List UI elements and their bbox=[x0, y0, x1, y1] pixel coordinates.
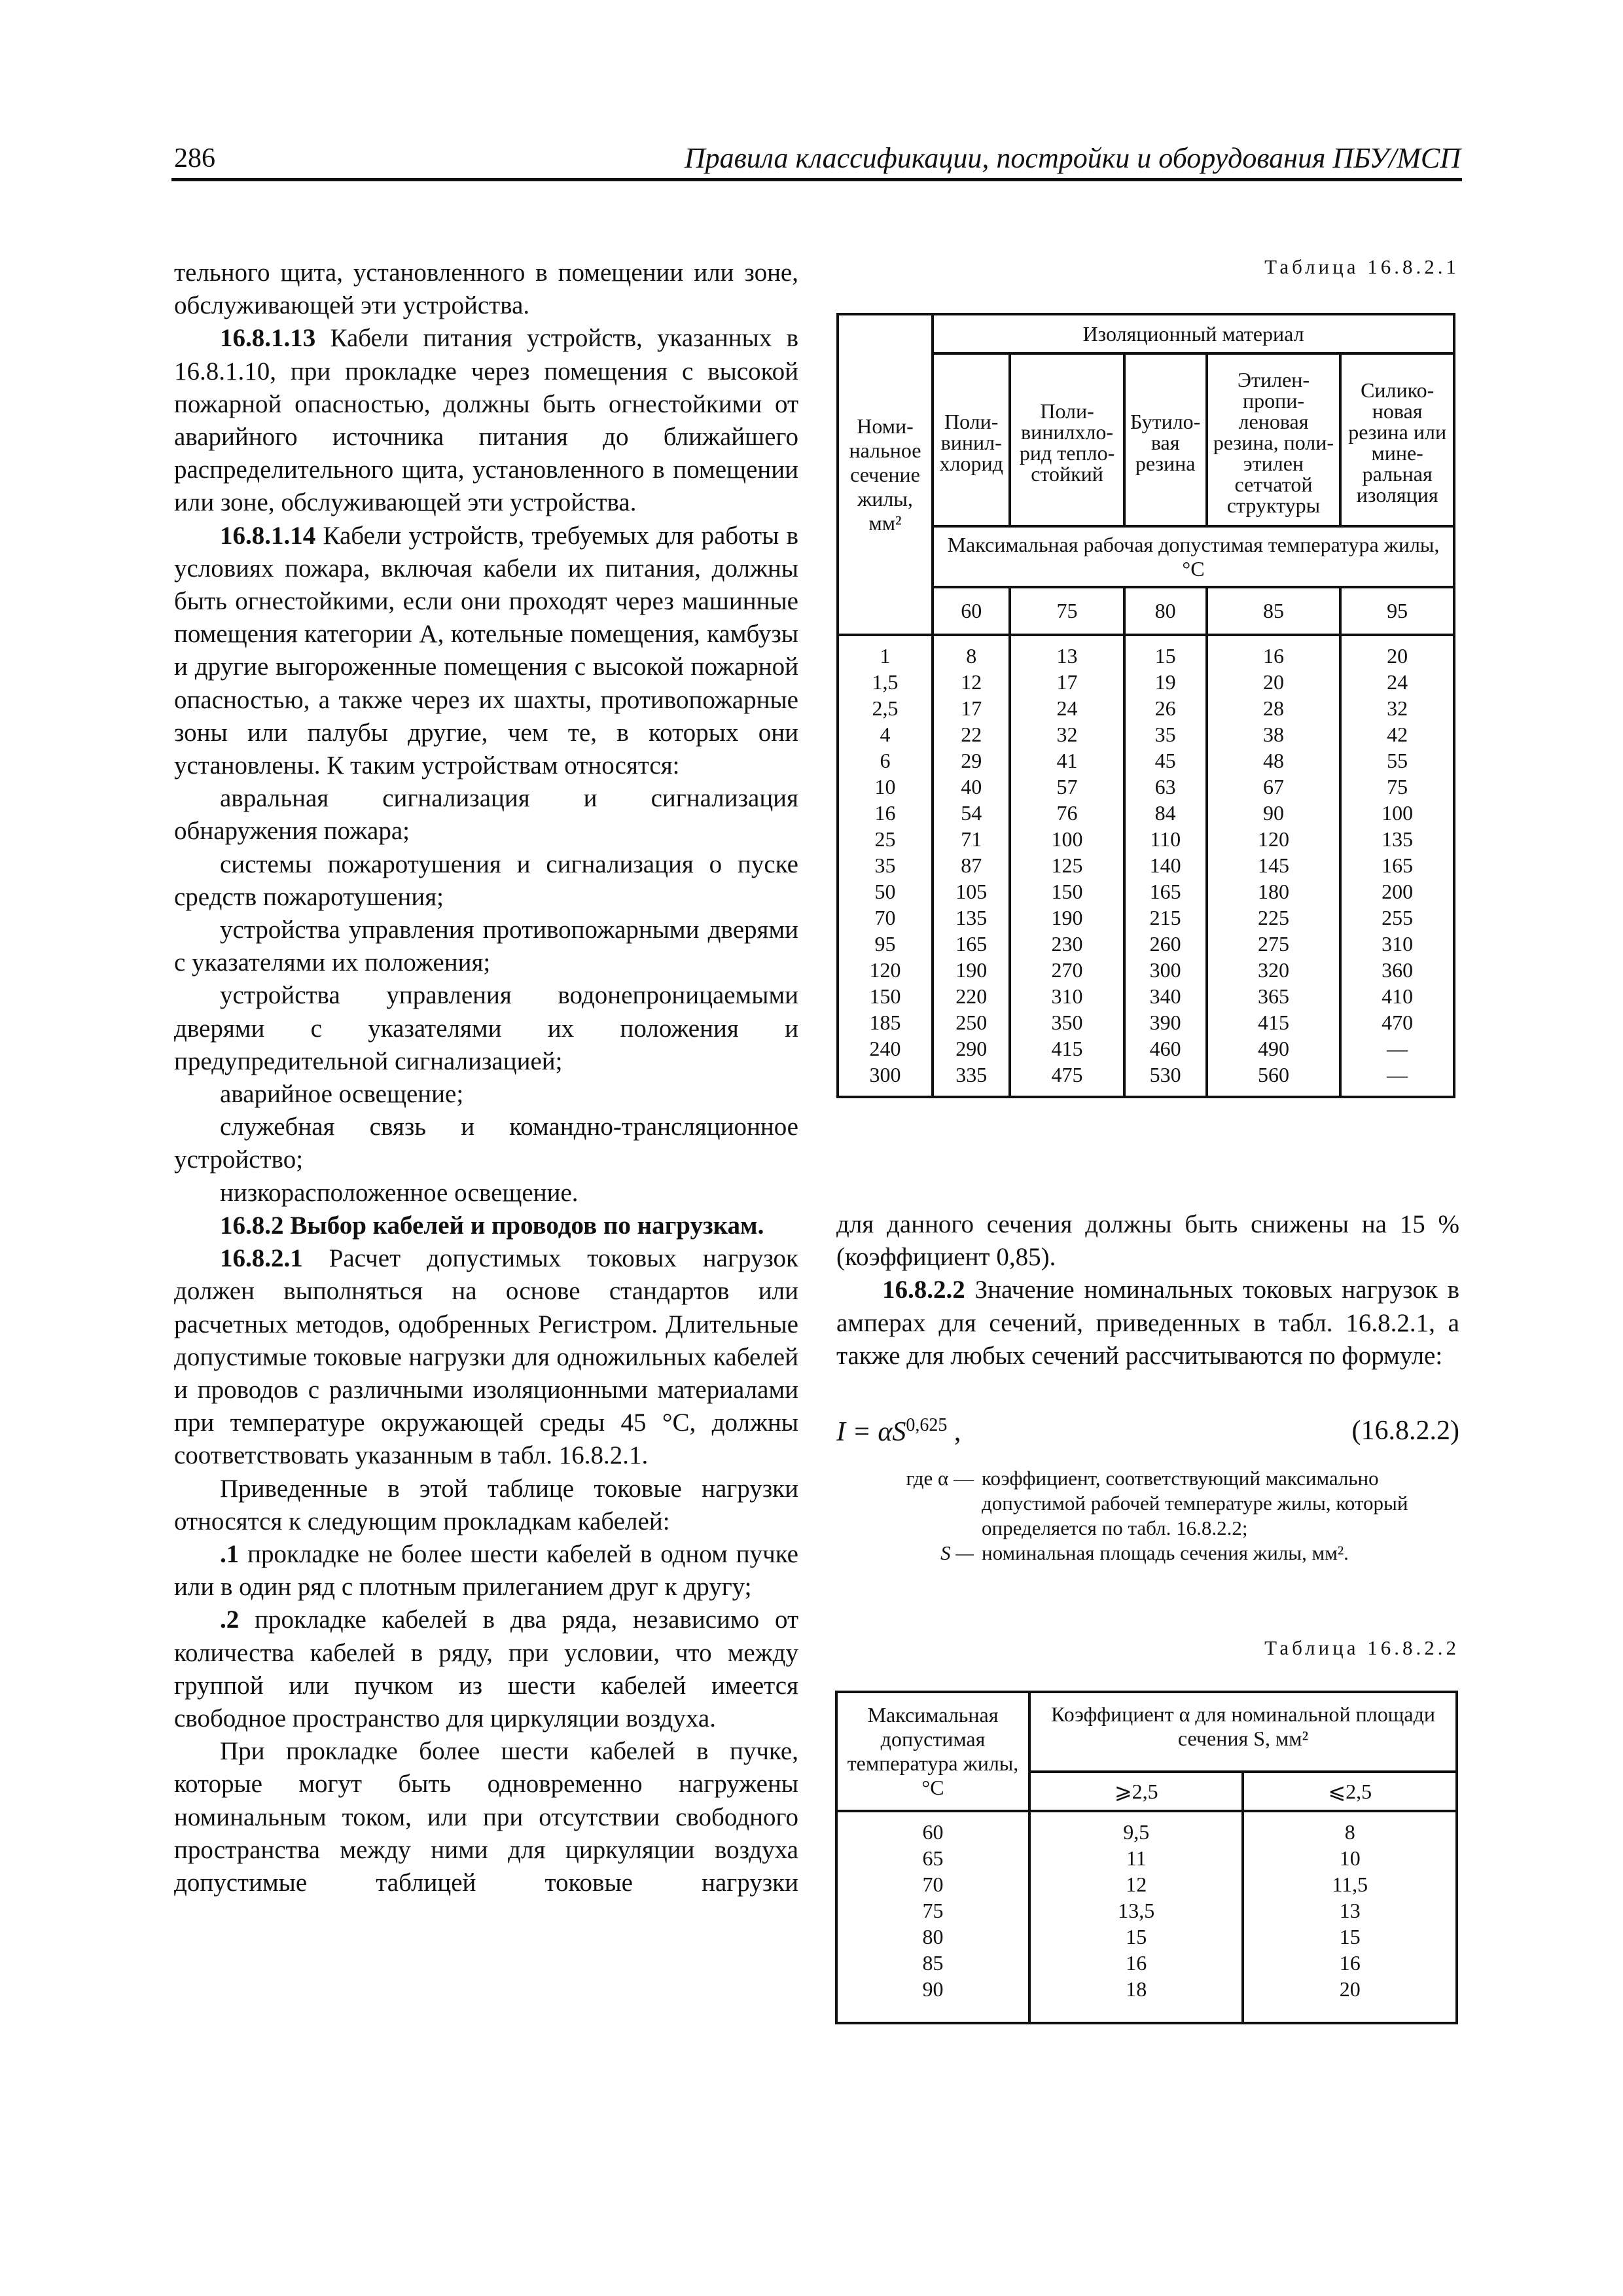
temp-value-header: 75 bbox=[1010, 587, 1124, 635]
current-cell: 17 bbox=[1010, 669, 1124, 695]
current-cell: 165 bbox=[933, 931, 1010, 957]
current-cell: 225 bbox=[1207, 905, 1341, 931]
current-cell: 310 bbox=[1340, 931, 1454, 957]
paragraph-text: устройства управления водонепроницаемыми дверями с указателями их положения и предупредительной сигнализацией; bbox=[174, 981, 798, 1075]
current-cell: 340 bbox=[1124, 983, 1207, 1009]
current-cell: 270 bbox=[1010, 957, 1124, 983]
current-cell: 20 bbox=[1340, 635, 1454, 669]
formula-tail: , bbox=[947, 1417, 961, 1447]
paragraph-text: низкорасположенное освещение. bbox=[220, 1178, 579, 1207]
paragraph bbox=[174, 1735, 798, 1899]
paragraph-text: авральная сигнализация и сигнализация обнаружения пожара; bbox=[174, 784, 798, 846]
table-row bbox=[838, 669, 1454, 695]
current-cell: 63 bbox=[1124, 774, 1207, 800]
coef-cell: 13,5 bbox=[1029, 1897, 1243, 1924]
current-cell: 365 bbox=[1207, 983, 1341, 1009]
current-cell: — bbox=[1340, 1035, 1454, 1062]
clause-number: 16.8.2 Выбор кабелей и проводов по нагрузкам. bbox=[220, 1211, 764, 1240]
paragraph bbox=[174, 979, 798, 1078]
section-cell: 185 bbox=[838, 1009, 933, 1035]
current-cell: 180 bbox=[1207, 878, 1341, 905]
current-cell: 28 bbox=[1207, 695, 1341, 721]
col-header-section: Номи-нальное сечение жилы, мм² bbox=[838, 314, 933, 635]
current-cell: 250 bbox=[933, 1009, 1010, 1035]
temp-value-header: 85 bbox=[1207, 587, 1341, 635]
current-cell: 35 bbox=[1124, 721, 1207, 747]
section-cell: 25 bbox=[838, 826, 933, 852]
legend-row bbox=[890, 1466, 1453, 1541]
table-row bbox=[838, 800, 1454, 826]
col-header-temp: Максимальная допустимая температура жилы, °С bbox=[836, 1692, 1029, 1811]
material-header: Поли-винилхло-рид тепло-стойкий bbox=[1010, 353, 1124, 526]
table-row bbox=[838, 1062, 1454, 1097]
paragraph-text: системы пожаротушения и сигнализация о пуске средств пожаротушения; bbox=[174, 850, 798, 911]
paragraph bbox=[174, 322, 798, 519]
header-rule bbox=[171, 178, 1462, 181]
paragraph bbox=[174, 1473, 798, 1538]
current-cell: 120 bbox=[1207, 826, 1341, 852]
table-row bbox=[836, 1976, 1457, 2023]
paragraph bbox=[174, 914, 798, 979]
current-cell: 110 bbox=[1124, 826, 1207, 852]
current-cell: 320 bbox=[1207, 957, 1341, 983]
current-cell: 76 bbox=[1010, 800, 1124, 826]
current-cell: 415 bbox=[1010, 1035, 1124, 1062]
section-range-header: ⩾2,5 bbox=[1029, 1772, 1243, 1811]
current-cell: 190 bbox=[933, 957, 1010, 983]
coef-cell: 18 bbox=[1029, 1976, 1243, 2023]
table-row bbox=[836, 1845, 1457, 1871]
temp-cell: 60 bbox=[836, 1811, 1029, 1845]
table-row bbox=[838, 826, 1454, 852]
legend-key: где α — bbox=[906, 1467, 974, 1490]
current-cell: 300 bbox=[1124, 957, 1207, 983]
current-cell: 475 bbox=[1010, 1062, 1124, 1097]
coef-cell: 12 bbox=[1029, 1871, 1243, 1897]
current-cell: 100 bbox=[1010, 826, 1124, 852]
paragraph-text: аварийное освещение; bbox=[220, 1080, 464, 1109]
group-header-insulation: Изоляционный материал bbox=[933, 314, 1454, 353]
temp-cell: 65 bbox=[836, 1845, 1029, 1871]
paragraph-text: тельного щита, установленного в помещении или зоне, обслуживающей эти устройства. bbox=[174, 259, 798, 320]
section-cell: 1 bbox=[838, 635, 933, 669]
coef-cell: 13 bbox=[1243, 1897, 1457, 1924]
section-cell: 6 bbox=[838, 747, 933, 774]
formula-exponent: 0,625 bbox=[906, 1415, 948, 1435]
section-cell: 2,5 bbox=[838, 695, 933, 721]
table2-caption: Таблица 16.8.2.2 bbox=[1264, 1636, 1459, 1659]
current-cell: 140 bbox=[1124, 852, 1207, 878]
current-cell: 24 bbox=[1340, 669, 1454, 695]
current-cell: 260 bbox=[1124, 931, 1207, 957]
current-cell: 255 bbox=[1340, 905, 1454, 931]
table-row bbox=[838, 774, 1454, 800]
current-cell: 165 bbox=[1124, 878, 1207, 905]
table-row bbox=[838, 747, 1454, 774]
section-cell: 4 bbox=[838, 721, 933, 747]
coef-cell: 9,5 bbox=[1029, 1811, 1243, 1845]
legend-row bbox=[890, 1541, 1453, 1566]
current-cell: 32 bbox=[1010, 721, 1124, 747]
current-cell: 16 bbox=[1207, 635, 1341, 669]
paragraph-text: Приведенные в этой таблице токовые нагрузки относятся к следующим прокладкам кабелей: bbox=[174, 1474, 798, 1535]
current-cell: 215 bbox=[1124, 905, 1207, 931]
current-cell: 490 bbox=[1207, 1035, 1341, 1062]
current-cell: 190 bbox=[1010, 905, 1124, 931]
current-cell: 26 bbox=[1124, 695, 1207, 721]
current-cell: 13 bbox=[1010, 635, 1124, 669]
current-cell: 45 bbox=[1124, 747, 1207, 774]
clause-number: 16.8.1.14 bbox=[220, 521, 316, 550]
current-cell: — bbox=[1340, 1062, 1454, 1097]
coef-cell: 8 bbox=[1243, 1811, 1457, 1845]
current-cell: 29 bbox=[933, 747, 1010, 774]
section-cell: 70 bbox=[838, 905, 933, 931]
current-cell: 20 bbox=[1207, 669, 1341, 695]
legend-value: коэффициент, соответствующий максимально допустимой рабочей температуре жилы, который определяется по табл. 16.8.2.2; bbox=[982, 1467, 1408, 1539]
current-cell: 75 bbox=[1340, 774, 1454, 800]
coef-cell: 15 bbox=[1029, 1924, 1243, 1950]
material-header: Бутило-вая резина bbox=[1124, 353, 1207, 526]
current-cell: 8 bbox=[933, 635, 1010, 669]
paragraph bbox=[836, 1274, 1459, 1372]
clause-number: 16.8.2.2 bbox=[882, 1276, 965, 1304]
current-cell: 150 bbox=[1010, 878, 1124, 905]
current-cell: 100 bbox=[1340, 800, 1454, 826]
clause-number: 16.8.2.1 bbox=[220, 1244, 303, 1273]
current-cell: 54 bbox=[933, 800, 1010, 826]
current-cell: 55 bbox=[1340, 747, 1454, 774]
coef-cell: 15 bbox=[1243, 1924, 1457, 1950]
temp-cell: 85 bbox=[836, 1950, 1029, 1976]
temp-header: Максимальная рабочая допустимая температура жилы, °С bbox=[933, 526, 1454, 587]
table-row bbox=[838, 695, 1454, 721]
table-row bbox=[836, 1897, 1457, 1924]
paragraph bbox=[174, 1210, 798, 1242]
right-column-text bbox=[836, 1208, 1459, 1372]
table-row bbox=[838, 878, 1454, 905]
current-cell: 87 bbox=[933, 852, 1010, 878]
current-cell: 165 bbox=[1340, 852, 1454, 878]
table-row bbox=[838, 905, 1454, 931]
current-cell: 105 bbox=[933, 878, 1010, 905]
formula-number: (16.8.2.2) bbox=[1351, 1416, 1459, 1446]
table-row bbox=[838, 635, 1454, 669]
paragraph bbox=[174, 257, 798, 322]
section-cell: 16 bbox=[838, 800, 933, 826]
clause-number: 16.8.1.13 bbox=[220, 324, 316, 353]
current-cell: 135 bbox=[1340, 826, 1454, 852]
current-cell: 335 bbox=[933, 1062, 1010, 1097]
current-cell: 360 bbox=[1340, 957, 1454, 983]
paragraph bbox=[174, 1078, 798, 1111]
paragraph bbox=[174, 782, 798, 848]
legend-key: S — bbox=[940, 1541, 974, 1564]
temp-value-header: 60 bbox=[933, 587, 1010, 635]
current-cell: 410 bbox=[1340, 983, 1454, 1009]
current-cell: 48 bbox=[1207, 747, 1341, 774]
table-row bbox=[838, 721, 1454, 747]
paragraph bbox=[174, 1604, 798, 1735]
table-row bbox=[836, 1950, 1457, 1976]
paragraph bbox=[174, 520, 798, 783]
current-cell: 24 bbox=[1010, 695, 1124, 721]
formula-legend bbox=[890, 1466, 1453, 1566]
current-cell: 275 bbox=[1207, 931, 1341, 957]
temp-cell: 80 bbox=[836, 1924, 1029, 1950]
current-cell: 310 bbox=[1010, 983, 1124, 1009]
paragraph bbox=[174, 848, 798, 914]
coef-cell: 11 bbox=[1029, 1845, 1243, 1871]
paragraph-text: для данного сечения должны быть снижены на 15 % (коэффициент 0,85). bbox=[836, 1210, 1459, 1272]
page-number: 286 bbox=[174, 143, 215, 173]
table-row bbox=[838, 1009, 1454, 1035]
current-cell: 560 bbox=[1207, 1062, 1341, 1097]
current-cell: 40 bbox=[933, 774, 1010, 800]
paragraph-text: Кабели питания устройств, указанных в 16.8.1.10, при прокладке через помещения с высокой пожарной опасностью, должны быть огнестойкими от аварийного источника питания до ближайшего распределительного щита, установленного в помещении или зоне, обслуживающей эти устройства. bbox=[174, 324, 798, 517]
formula-eq: = αS bbox=[846, 1417, 906, 1447]
coef-cell: 20 bbox=[1243, 1976, 1457, 2023]
current-cell: 230 bbox=[1010, 931, 1124, 957]
clause-number: .2 bbox=[220, 1605, 240, 1634]
current-cell: 71 bbox=[933, 826, 1010, 852]
section-cell: 95 bbox=[838, 931, 933, 957]
current-cell: 32 bbox=[1340, 695, 1454, 721]
section-cell: 240 bbox=[838, 1035, 933, 1062]
material-header: Поли-винил-хлорид bbox=[933, 353, 1010, 526]
group-header-coef: Коэффициент α для номинальной площади сечения S, мм² bbox=[1029, 1692, 1457, 1772]
temp-value-header: 80 bbox=[1124, 587, 1207, 635]
current-cell: 200 bbox=[1340, 878, 1454, 905]
current-cell: 42 bbox=[1340, 721, 1454, 747]
current-cell: 415 bbox=[1207, 1009, 1341, 1035]
current-cell: 125 bbox=[1010, 852, 1124, 878]
clause-number: .1 bbox=[220, 1539, 240, 1568]
material-header: Этилен-пропи-леновая резина, поли-этилен сетчатой структуры bbox=[1207, 353, 1341, 526]
section-cell: 50 bbox=[838, 878, 933, 905]
table-row bbox=[838, 1035, 1454, 1062]
coef-cell: 16 bbox=[1243, 1950, 1457, 1976]
temp-cell: 70 bbox=[836, 1871, 1029, 1897]
current-cell: 57 bbox=[1010, 774, 1124, 800]
paragraph bbox=[174, 1177, 798, 1210]
current-cell: 460 bbox=[1124, 1035, 1207, 1062]
current-cell: 530 bbox=[1124, 1062, 1207, 1097]
paragraph-text: устройства управления противопожарными дверями с указателями их положения; bbox=[174, 916, 798, 977]
current-cell: 84 bbox=[1124, 800, 1207, 826]
table-row bbox=[836, 1871, 1457, 1897]
table-row bbox=[838, 931, 1454, 957]
paragraph-text: Расчет допустимых токовых нагрузок должен выполняться на основе стандартов или расчетных методов, одобренных Регистром. Длительные допустимые токовые нагрузки для одножильных кабелей и проводов с различными изоляционными материалами при температуре окружающей среды 45 °C, должны соответствовать указанным в табл. 16.8.2.1. bbox=[174, 1244, 798, 1470]
paragraph-text: служебная связь и командно-трансляционное устройство; bbox=[174, 1113, 798, 1174]
coef-cell: 10 bbox=[1243, 1845, 1457, 1871]
current-cell: 145 bbox=[1207, 852, 1341, 878]
current-cell: 67 bbox=[1207, 774, 1341, 800]
table-row bbox=[838, 852, 1454, 878]
current-cell: 290 bbox=[933, 1035, 1010, 1062]
paragraph-text: Кабели устройств, требуемых для работы в условиях пожара, включая кабели их питания, должны быть огнестойкими, если они проходят через машинные помещения категории А, котельные помещения, камбузы и другие выгороженные помещения с высокой пожарной опасностью, а также через их шахты, противопожарные зоны или палубы другие, чем те, в которых они установлены. К таким устройствам относятся: bbox=[174, 521, 798, 780]
legend-value: номинальная площадь сечения жилы, мм². bbox=[982, 1541, 1349, 1564]
section-cell: 10 bbox=[838, 774, 933, 800]
current-cell: 470 bbox=[1340, 1009, 1454, 1035]
section-cell: 1,5 bbox=[838, 669, 933, 695]
table-16-8-2-2 bbox=[835, 1691, 1458, 2024]
temp-cell: 75 bbox=[836, 1897, 1029, 1924]
formula-lhs: I bbox=[836, 1417, 846, 1447]
coef-cell: 16 bbox=[1029, 1950, 1243, 1976]
paragraph bbox=[174, 1538, 798, 1604]
current-cell: 38 bbox=[1207, 721, 1341, 747]
table-row bbox=[836, 1811, 1457, 1845]
current-cell: 15 bbox=[1124, 635, 1207, 669]
paragraph bbox=[174, 1111, 798, 1176]
paragraph bbox=[174, 1242, 798, 1472]
section-cell: 300 bbox=[838, 1062, 933, 1097]
current-cell: 220 bbox=[933, 983, 1010, 1009]
section-cell: 150 bbox=[838, 983, 933, 1009]
paragraph-text: прокладке не более шести кабелей в одном пучке или в один ряд с плотным прилеганием друг к другу; bbox=[174, 1539, 798, 1602]
current-cell: 350 bbox=[1010, 1009, 1124, 1035]
current-cell: 135 bbox=[933, 905, 1010, 931]
table-row bbox=[838, 983, 1454, 1009]
current-cell: 390 bbox=[1124, 1009, 1207, 1035]
table1-caption: Таблица 16.8.2.1 bbox=[1264, 255, 1459, 278]
table-16-8-2-1 bbox=[836, 313, 1455, 1098]
temp-value-header: 95 bbox=[1340, 587, 1454, 635]
table-row bbox=[838, 957, 1454, 983]
left-column-text bbox=[174, 257, 798, 1899]
paragraph bbox=[836, 1208, 1459, 1274]
coef-cell: 11,5 bbox=[1243, 1871, 1457, 1897]
section-cell: 120 bbox=[838, 957, 933, 983]
temp-cell: 90 bbox=[836, 1976, 1029, 2023]
current-cell: 90 bbox=[1207, 800, 1341, 826]
paragraph-text: Значение номинальных токовых нагрузок в амперах для сечений, приведенных в табл. 16.8.2.1, а также для любых сечений рассчитываются по формуле: bbox=[836, 1276, 1459, 1370]
formula bbox=[836, 1415, 1459, 1448]
running-title: Правила классификации, постройки и оборудования ПБУ/МСП bbox=[684, 142, 1461, 174]
paragraph-text: прокладке кабелей в два ряда, независимо от количества кабелей в ряду, при условии, что между группой или пучком из шести кабелей имеется свободное пространство для циркуляции воздуха. bbox=[174, 1605, 798, 1732]
current-cell: 22 bbox=[933, 721, 1010, 747]
current-cell: 41 bbox=[1010, 747, 1124, 774]
table-row bbox=[836, 1924, 1457, 1950]
section-range-header: ⩽2,5 bbox=[1243, 1772, 1457, 1811]
section-cell: 35 bbox=[838, 852, 933, 878]
paragraph-text: При прокладке более шести кабелей в пучке, которые могут быть одновременно нагружены номинальным током, или при отсутствии свободного пространства между ними для циркуляции воздуха допустимые таблицей токовые нагрузки bbox=[174, 1737, 798, 1897]
current-cell: 19 bbox=[1124, 669, 1207, 695]
current-cell: 12 bbox=[933, 669, 1010, 695]
current-cell: 17 bbox=[933, 695, 1010, 721]
material-header: Силико-новая резина или мине-ральная изоляция bbox=[1340, 353, 1454, 526]
